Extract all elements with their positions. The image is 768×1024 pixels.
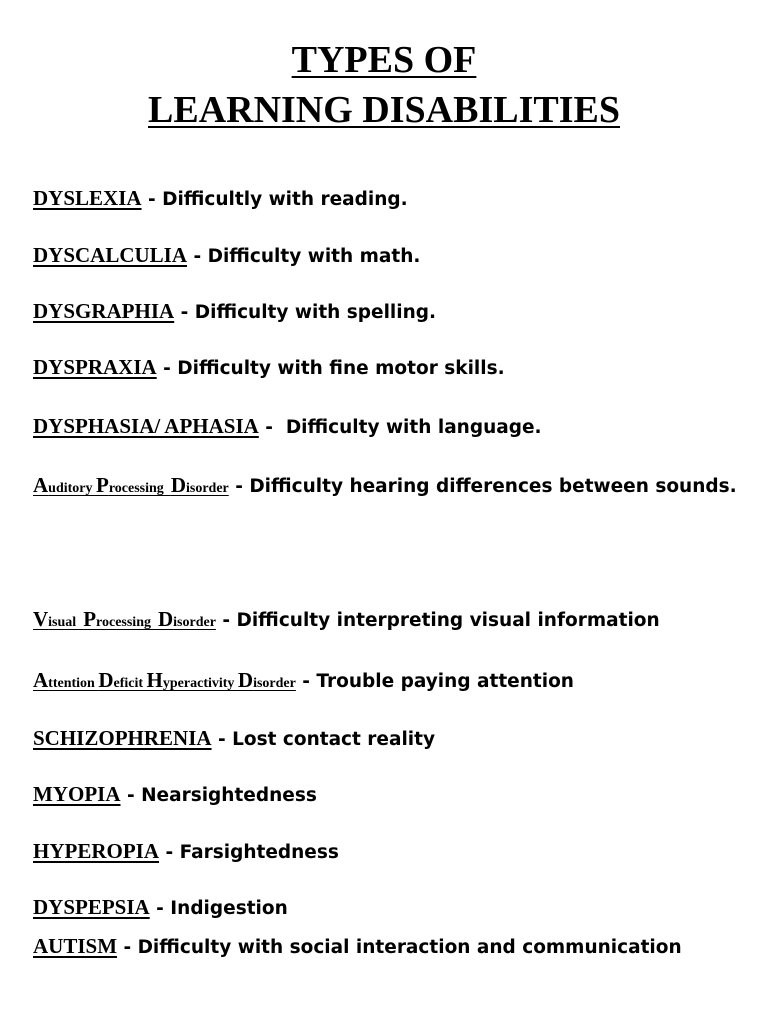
description: Nearsightedness — [141, 785, 317, 806]
list-item-autism — [33, 932, 682, 963]
separator: - — [149, 898, 171, 919]
description: Farsightedness — [179, 842, 339, 863]
term: AUTISM — [33, 934, 118, 958]
separator: - — [187, 246, 208, 267]
page-title-line-1: TYPES OF — [291, 39, 477, 81]
term: DYSPEPSIA — [33, 895, 150, 919]
term: Visual Processing Disorder — [33, 607, 216, 631]
description: Trouble paying attention — [316, 671, 574, 692]
term: SCHIZOPHRENIA — [33, 726, 212, 750]
separator: - — [174, 302, 195, 323]
list-item-dyslexia — [33, 184, 408, 215]
term: Auditory Processing Disorder — [33, 473, 229, 497]
page-title-line-2: LEARNING DISABILITIES — [148, 89, 620, 131]
description: Difficulty interpreting visual information — [236, 610, 660, 631]
list-item-dysphasia — [33, 412, 542, 443]
separator: - — [141, 189, 163, 210]
description: Lost contact reality — [232, 729, 436, 750]
term: Attention Deficit Hyperactivity Disorder — [33, 668, 296, 692]
separator: - — [156, 358, 178, 379]
list-item-visual-processing-disorder — [33, 605, 660, 637]
term: HYPEROPIA — [33, 839, 159, 863]
description: Difficulty with spelling. — [194, 302, 437, 323]
term: MYOPIA — [33, 782, 121, 806]
description: Difficulty with fine motor skills. — [177, 358, 505, 379]
term: DYSGRAPHIA — [33, 299, 175, 323]
list-item-dysgraphia — [33, 297, 436, 328]
term: DYSCALCULIA — [33, 243, 188, 267]
list-item-dyspepsia — [33, 893, 288, 924]
description: Difficultly with reading. — [162, 189, 408, 210]
separator: - — [117, 937, 138, 958]
description: Indigestion — [170, 898, 288, 919]
description: Difficulty with math. — [207, 246, 421, 267]
separator: - — [159, 842, 180, 863]
term: DYSPHASIA/ APHASIA — [33, 414, 259, 438]
separator: - — [258, 417, 286, 438]
description: Difficulty with social interaction and communication — [137, 937, 682, 958]
list-item-dyspraxia — [33, 353, 505, 384]
term: DYSLEXIA — [33, 186, 142, 210]
term: DYSPRAXIA — [33, 355, 157, 379]
list-item-myopia — [33, 780, 317, 811]
list-item-dyscalculia — [33, 241, 420, 272]
list-item-hyperopia — [33, 837, 339, 868]
description: Difficulty with language. — [285, 417, 542, 438]
list-item-schizophrenia — [33, 724, 435, 755]
description: Difficulty hearing differences between sounds. — [249, 476, 737, 497]
list-item-adhd — [33, 666, 574, 698]
list-item-auditory-processing-disorder — [33, 471, 737, 503]
separator: - — [211, 729, 233, 750]
separator: - — [228, 476, 250, 497]
separator: - — [120, 785, 142, 806]
separator: - — [295, 671, 317, 692]
separator: - — [215, 610, 237, 631]
